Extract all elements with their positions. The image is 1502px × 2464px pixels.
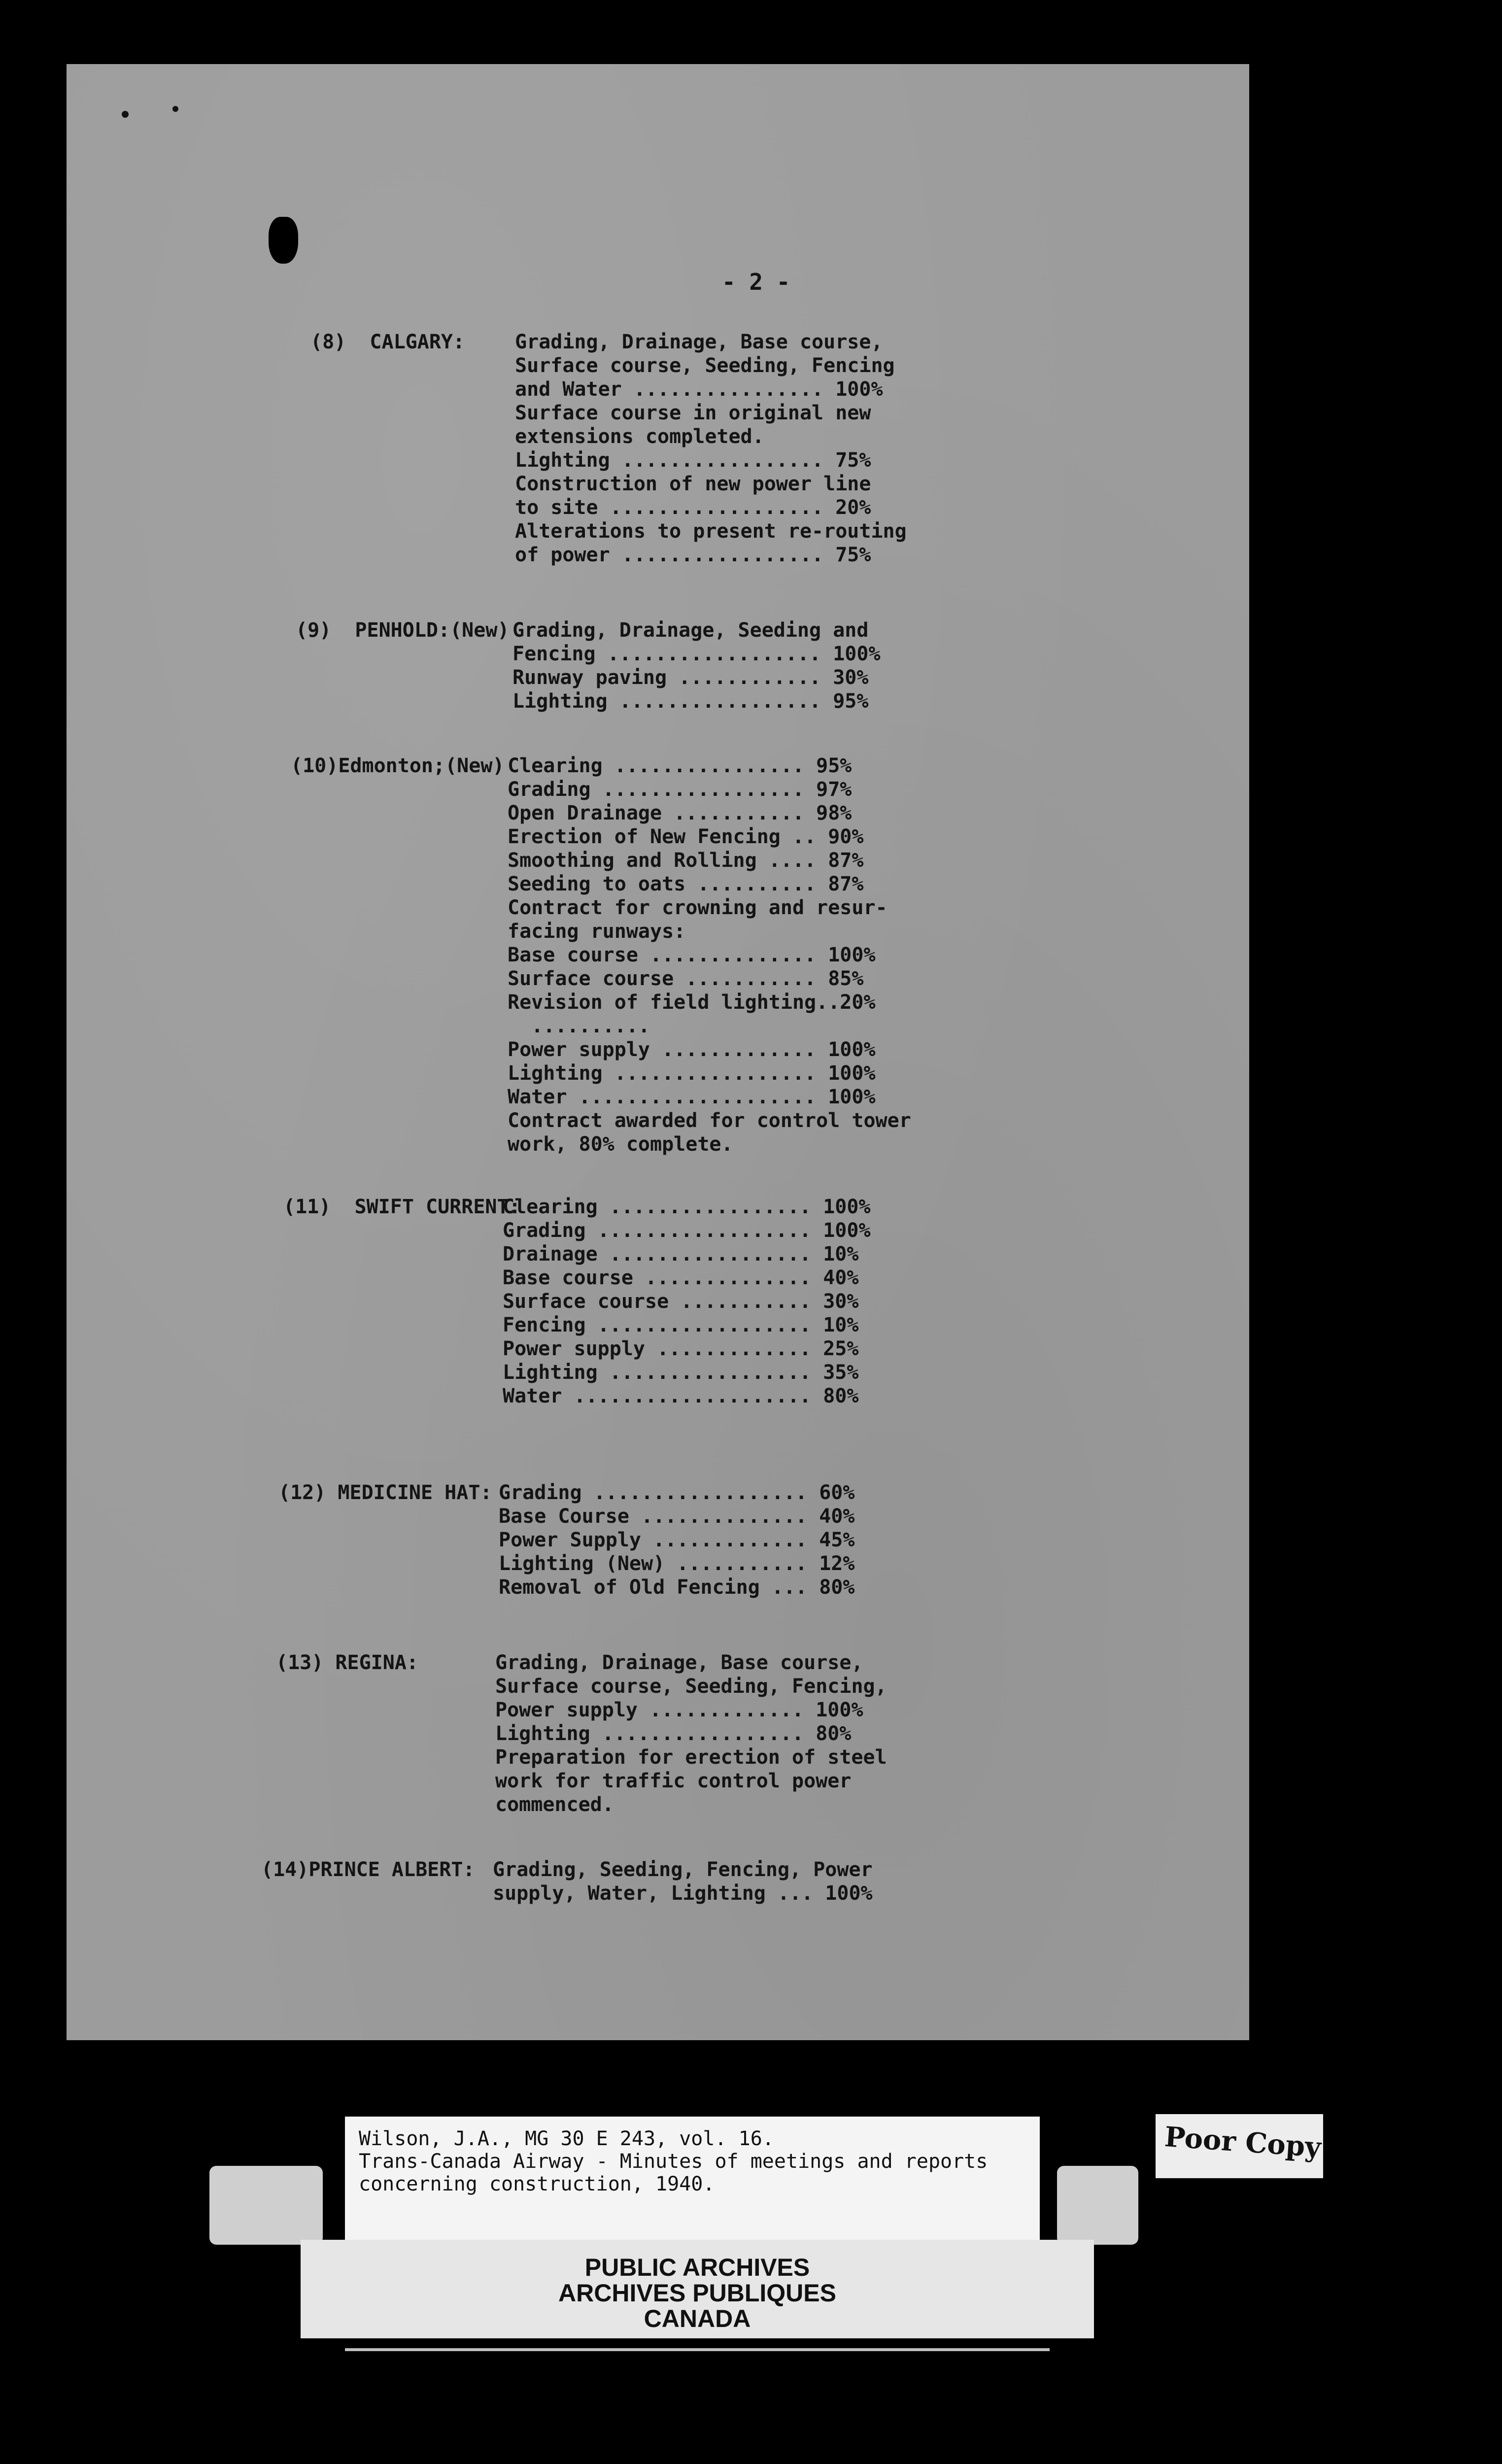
entry-line: Surface course in original new: [515, 402, 871, 424]
entry-lines: [503, 1195, 871, 1408]
institution-line: CANADA: [644, 2305, 751, 2332]
entry-line: Lighting ................. 95%: [512, 690, 869, 713]
entry-line: Base course .............. 40%: [503, 1266, 859, 1289]
entry-line: of power ................. 75%: [515, 544, 871, 566]
institution-line: ARCHIVES PUBLIQUES: [558, 2279, 836, 2307]
entry-lines: [493, 1858, 873, 1905]
entry-lines: [512, 618, 881, 713]
entry-line: Smoothing and Rolling .... 87%: [508, 849, 864, 872]
entry-line: Lighting ................. 100%: [508, 1062, 876, 1085]
entry-line: Runway paving ............ 30%: [512, 666, 869, 689]
page-number: - 2 -: [722, 269, 790, 295]
entry-line: Power supply ............. 100%: [508, 1038, 876, 1061]
entry-line: Erection of New Fencing .. 90%: [508, 825, 864, 848]
entry-line: Power supply ............. 25%: [503, 1337, 859, 1360]
entry-line: Surface course ........... 30%: [503, 1290, 859, 1313]
entry-line: Fencing .................. 10%: [503, 1314, 859, 1336]
entry-line: ..........: [508, 1015, 650, 1037]
entry-line: commenced.: [495, 1793, 614, 1816]
entry-heading: (12) MEDICINE HAT:: [278, 1481, 492, 1504]
entry-line: Grading, Drainage, Seeding and: [512, 619, 869, 642]
archive-label-text: [359, 2127, 988, 2195]
entry-line: Surface course, Seeding, Fencing: [515, 354, 895, 377]
entry-line: Clearing ................. 100%: [503, 1196, 871, 1218]
entry-lines: [495, 1651, 887, 1816]
entry-heading: (13) REGINA:: [276, 1651, 418, 1674]
entry-lines: [508, 754, 911, 1156]
entry-line: Clearing ................ 95%: [508, 754, 852, 777]
entry-heading: (8) CALGARY:: [310, 331, 465, 353]
entry-line: Contract awarded for control tower: [508, 1109, 911, 1132]
entry-line: Grading, Drainage, Base course,: [515, 331, 883, 353]
label-line: Wilson, J.A., MG 30 E 243, vol. 16.: [359, 2127, 774, 2150]
entry-line: Grading, Seeding, Fencing, Power: [493, 1858, 873, 1881]
entry-line: supply, Water, Lighting ... 100%: [493, 1882, 873, 1905]
entry-line: Surface course, Seeding, Fencing,: [495, 1675, 887, 1698]
entry-line: Water .................... 100%: [508, 1086, 876, 1108]
entry-line: Seeding to oats .......... 87%: [508, 873, 864, 895]
bottom-rule: [345, 2348, 1050, 2351]
entry-line: Grading .................. 100%: [503, 1219, 871, 1242]
entry-line: Alterations to present re-routing: [515, 520, 907, 543]
document-page: [67, 64, 1249, 2040]
clip-right: [1057, 2166, 1138, 2245]
entry-line: Grading ................. 97%: [508, 778, 852, 801]
stamp-text: Poor Copy: [1163, 2120, 1322, 2164]
poor-copy-stamp: [1156, 2114, 1323, 2178]
entry-line: extensions completed.: [515, 425, 764, 448]
speck: [122, 111, 129, 118]
entry-line: Lighting ................. 80%: [495, 1722, 852, 1745]
institution-line: PUBLIC ARCHIVES: [584, 2254, 810, 2281]
entry-heading: (11) SWIFT CURRENT:: [283, 1196, 521, 1218]
entry-line: work, 80% complete.: [508, 1133, 733, 1156]
label-line: Trans-Canada Airway - Minutes of meetings and reports: [359, 2150, 988, 2173]
entry-line: Preparation for erection of steel: [495, 1746, 887, 1769]
entry-heading: (10)Edmonton;(New): [291, 754, 505, 777]
entry-line: Construction of new power line: [515, 473, 871, 495]
archives-institution: [301, 2255, 1094, 2331]
entry-line: Base course .............. 100%: [508, 944, 876, 966]
entry-line: Fencing .................. 100%: [512, 643, 881, 665]
archive-label: [345, 2117, 1040, 2242]
entry-line: to site .................. 20%: [515, 496, 871, 519]
entry-line: Water .................... 80%: [503, 1385, 859, 1407]
entry-line: Power Supply ............. 45%: [499, 1529, 855, 1551]
entry-line: Base Course .............. 40%: [499, 1505, 855, 1528]
entry-lines: [515, 330, 907, 567]
entry-line: Lighting (New) ........... 12%: [499, 1552, 855, 1575]
entry-line: Revision of field lighting..20%: [508, 991, 876, 1014]
archives-band: [301, 2240, 1094, 2338]
entry-line: Lighting ................. 35%: [503, 1361, 859, 1384]
entry-line: Power supply ............. 100%: [495, 1699, 863, 1721]
punch-hole: [269, 217, 298, 264]
entry-line: and Water ................ 100%: [515, 378, 883, 401]
entry-line: Grading, Drainage, Base course,: [495, 1651, 863, 1674]
entry-line: work for traffic control power: [495, 1770, 852, 1792]
entry-line: Open Drainage ........... 98%: [508, 802, 852, 824]
entry-line: facing runways:: [508, 920, 686, 943]
entry-line: Drainage ................. 10%: [503, 1243, 859, 1266]
entry-heading: (14)PRINCE ALBERT:: [261, 1858, 475, 1881]
entry-line: Surface course ........... 85%: [508, 967, 864, 990]
entry-heading: (9) PENHOLD:(New): [296, 619, 510, 642]
entry-line: Removal of Old Fencing ... 80%: [499, 1576, 855, 1599]
label-line: concerning construction, 1940.: [359, 2173, 715, 2195]
clip-left: [209, 2166, 323, 2245]
entry-line: Grading .................. 60%: [499, 1481, 855, 1504]
entry-line: Contract for crowning and resur-: [508, 896, 888, 919]
entry-line: Lighting ................. 75%: [515, 449, 871, 472]
entry-lines: [499, 1481, 854, 1599]
speck: [172, 106, 178, 112]
